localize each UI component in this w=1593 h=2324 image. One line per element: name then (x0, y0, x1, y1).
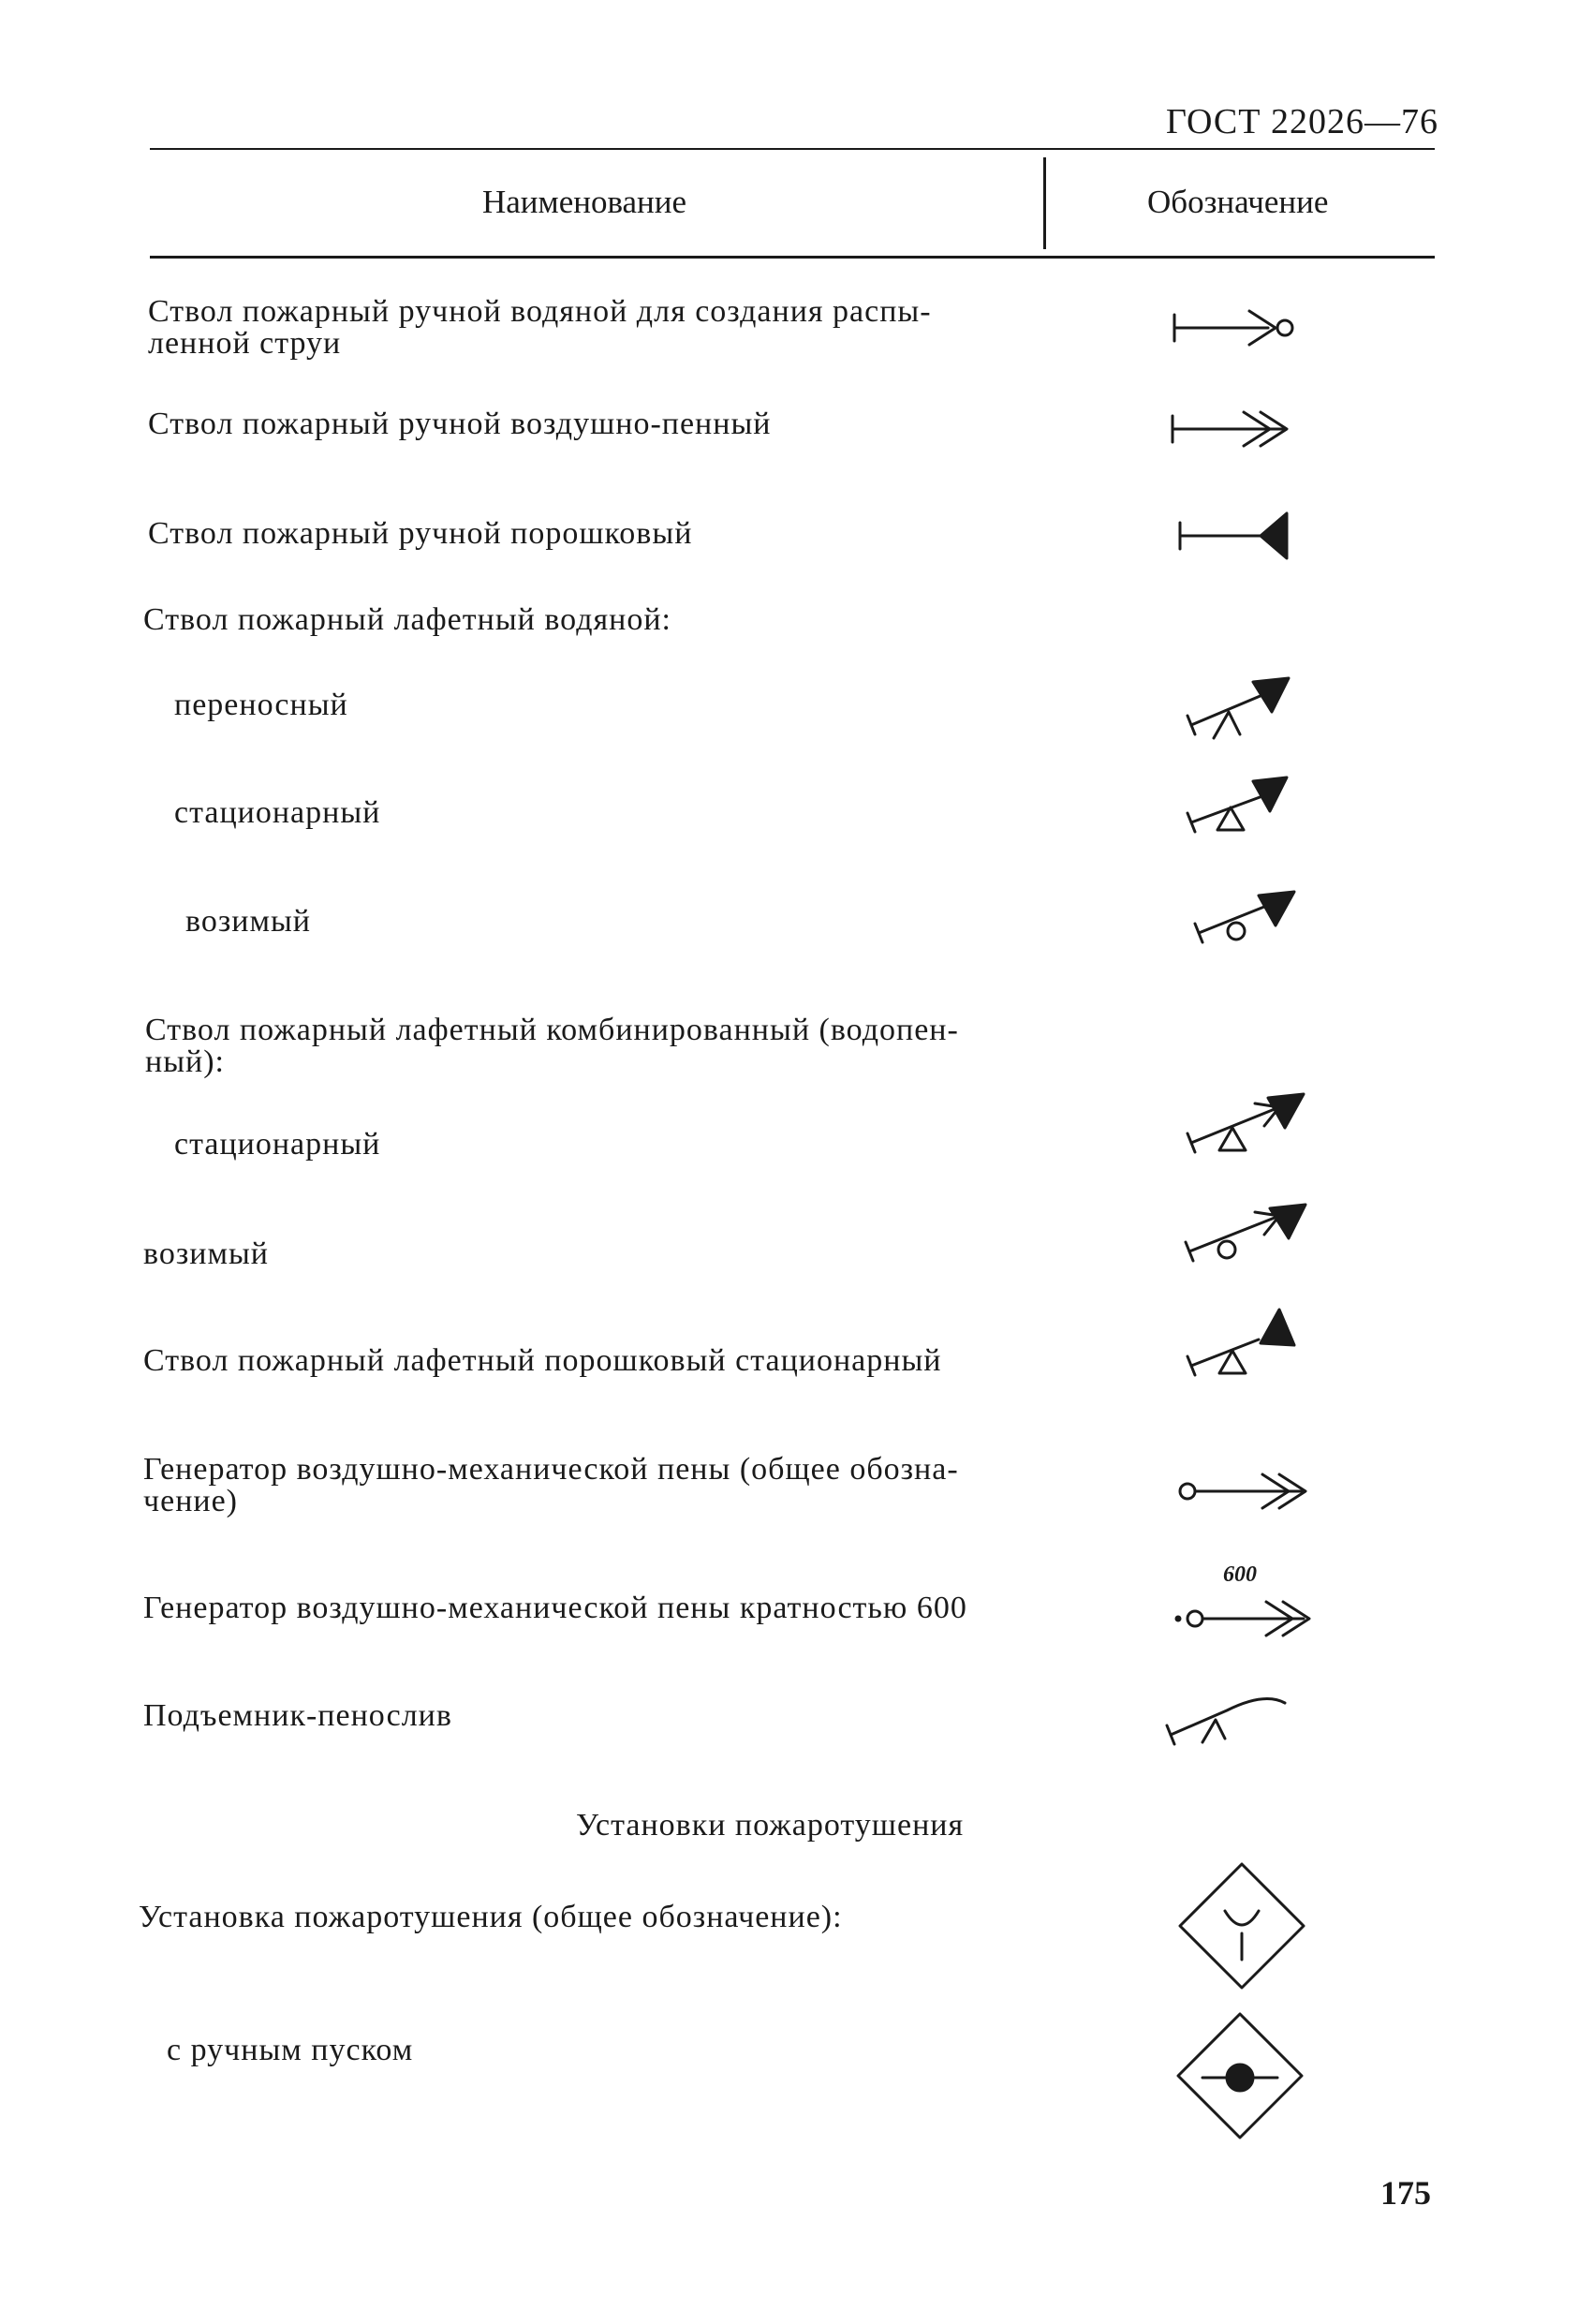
row-heading: Ствол пожарный лафетный водяной: (143, 602, 671, 637)
row-text: Ствол пожарный ручной воздушно-пенный (148, 407, 772, 441)
manual-air-foam-nozzle-icon (1173, 412, 1287, 446)
portable-monitor-icon (1187, 678, 1289, 738)
column-header-name: Наименование (482, 184, 687, 220)
row-subitem: стационарный (174, 795, 381, 830)
manual-water-spray-nozzle-icon (1174, 311, 1292, 345)
foam-generator-icon (1180, 1474, 1305, 1508)
section-title: Установки пожаротушения (576, 1808, 965, 1843)
row-text: Генератор воздушно-механической пены кратностью 600 (143, 1591, 967, 1625)
row-subitem: возимый (143, 1236, 270, 1271)
row-text: Ствол пожарный ручной водяной для создания распы- ленной струи (148, 294, 932, 361)
foam-generator-600-icon (1176, 1602, 1309, 1636)
fire-extinguishing-installation-icon (1180, 1864, 1304, 1988)
column-header-symbol: Обозначение (1147, 184, 1329, 220)
row-text: Ствол пожарный ручной порошковый (148, 516, 693, 551)
mobile-monitor-icon (1195, 892, 1294, 942)
row-subitem: переносный (174, 688, 348, 722)
row-heading: Ствол пожарный лафетный комбинированный (водопен- ный): (145, 1013, 959, 1079)
foam-lift-icon (1167, 1699, 1285, 1745)
stationary-combined-monitor-icon (1187, 1094, 1304, 1152)
row-subitem: возимый (185, 904, 312, 939)
row-text: Ствол пожарный лафетный порошковый стационарный (143, 1343, 942, 1378)
manual-start-installation-icon (1178, 2014, 1302, 2138)
row-subitem: с ручным пуском (167, 2033, 414, 2067)
standard-number: ГОСТ 22026—76 (1166, 102, 1438, 141)
row-text: Установка пожаротушения (общее обозначение): (139, 1900, 843, 1934)
page-number: 175 (1380, 2174, 1431, 2212)
row-subitem: стационарный (174, 1127, 381, 1162)
mobile-combined-monitor-icon (1186, 1205, 1305, 1261)
row-text: Подъемник-пенослив (143, 1698, 452, 1733)
expansion-ratio-label: 600 (1223, 1562, 1257, 1587)
row-text: Генератор воздушно-механической пены (общее обозна- чение) (143, 1452, 959, 1518)
stationary-monitor-icon (1187, 777, 1287, 832)
stationary-powder-monitor-icon (1187, 1310, 1294, 1375)
manual-powder-nozzle-icon (1180, 513, 1287, 558)
